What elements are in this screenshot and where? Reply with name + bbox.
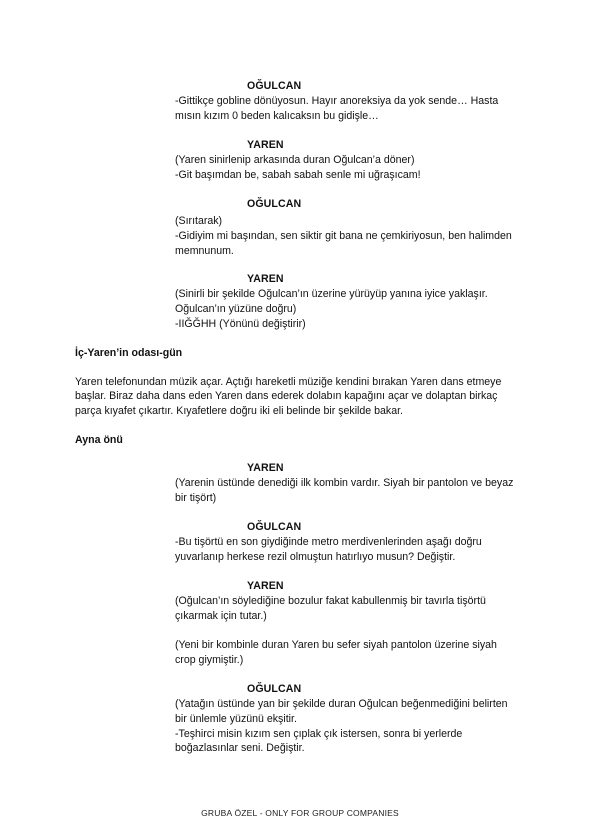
script-line: yuvarlanıp herkese rezil olmuştun hatırlıyo musun? Değiştir. — [175, 551, 456, 563]
script-line: -Gittikçe gobline dönüyosun. Hayır anoreksiya da yok sende… Hasta — [175, 95, 499, 107]
character-name: OĞULCAN — [247, 683, 302, 695]
script-line: -Bu tişörtü en son giydiğinde metro merdivenlerinden aşağı doğru — [175, 536, 482, 548]
character-name: YAREN — [247, 273, 284, 285]
character-name: OĞULCAN — [247, 521, 302, 533]
scene-heading: İç-Yaren’in odası-gün — [75, 347, 183, 359]
script-line: Yaren telefonundan müzik açar. Açtığı hareketli müziğe kendini bırakan Yaren dans etmeye — [75, 376, 502, 388]
script-line: mısın kızım 0 beden kalıcaksın bu gidişle… — [175, 110, 379, 122]
script-line: (Yaren sinirlenip arkasında duran Oğulcan’a döner) — [175, 154, 415, 166]
script-line: çıkarmak için tutar.) — [175, 610, 267, 622]
script-line: crop giymiştir.) — [175, 654, 244, 666]
scene-heading: Ayna önü — [75, 434, 123, 446]
script-line: (Yeni bir kombinle duran Yaren bu sefer siyah pantolon üzerine siyah — [175, 639, 497, 651]
script-line: -Git başımdan be, sabah sabah senle mi uğraşıcam! — [175, 169, 421, 181]
script-line: (Sinirli bir şekilde Oğulcan’ın üzerine yürüyüp yanına iyice yaklaşır. — [175, 288, 488, 300]
script-line: -IIĞĞHH (Yönünü değiştirir) — [175, 318, 306, 330]
script-line: Oğulcan’ın yüzüne doğru) — [175, 303, 297, 315]
script-line: (Yarenin üstünde denediği ilk kombin vardır. Siyah bir pantolon ve beyaz — [175, 477, 514, 489]
character-name: OĞULCAN — [247, 198, 302, 210]
character-name: YAREN — [247, 580, 284, 592]
character-name: YAREN — [247, 139, 284, 151]
character-name: YAREN — [247, 462, 284, 474]
script-line: boğazlasınlar seni. Değiştir. — [175, 742, 305, 754]
character-name: OĞULCAN — [247, 80, 302, 92]
script-line: bir ünlemle yüzünü ekşitir. — [175, 713, 297, 725]
script-line: bir tişört) — [175, 492, 217, 504]
script-line: -Teşhirci misin kızım sen çıplak çık istersen, sonra bi yerlerde — [175, 728, 463, 740]
script-line: memnunum. — [175, 245, 234, 257]
script-line: başlar. Biraz daha dans eden Yaren dans ederek dolabın kapağını açar ve dolaptan birkaç — [75, 390, 498, 402]
script-line: -Gidiyim mi başından, sen siktir git bana ne çemkiriyosun, ben halimden — [175, 230, 512, 242]
script-line: (Sırıtarak) — [175, 215, 223, 227]
script-line: parça kıyafet çıkartır. Kıyafetlere doğru iki eli belinde bir şekilde bakar. — [75, 405, 403, 417]
script-line: (Oğulcan’ın söylediğine bozulur fakat kabullenmiş bir tavırla tişörtü — [175, 595, 486, 607]
script-line: (Yatağın üstünde yan bir şekilde duran Oğulcan beğenmediğini belirten — [175, 698, 508, 710]
page-footer: GRUBA ÖZEL - ONLY FOR GROUP COMPANIES — [201, 808, 399, 818]
